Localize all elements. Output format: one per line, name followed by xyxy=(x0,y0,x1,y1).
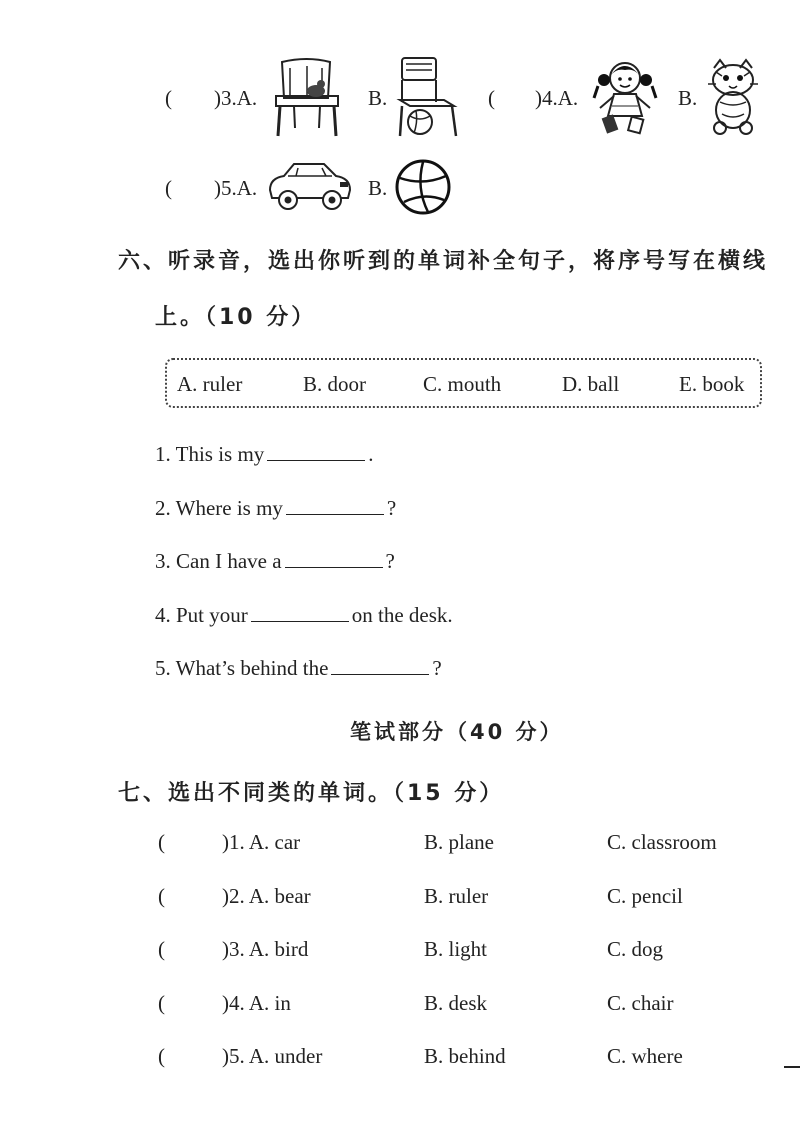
word-option-d: D. ball xyxy=(562,372,620,396)
answer-paren[interactable]: ( xyxy=(158,1044,165,1068)
section6-title-line2: 上。（10 分） xyxy=(155,305,317,330)
option-b: B. behind xyxy=(424,1044,506,1068)
option-b: B. plane xyxy=(424,830,494,854)
word-option-e: E. book xyxy=(679,372,745,396)
sentence-2-text: 2. Where is my xyxy=(155,496,283,520)
sentence-4-end: on the desk. xyxy=(351,603,453,627)
section6-title-line1: 六、听录音，选出你听到的单词补全句子，将序号写在横线 xyxy=(118,249,769,274)
sentence-4 xyxy=(155,603,453,628)
sentence-4-text: 4. Put your xyxy=(155,603,248,627)
answer-blank-4[interactable] xyxy=(251,603,349,622)
sentence-2 xyxy=(155,496,396,521)
answer-blank-5[interactable] xyxy=(331,656,429,675)
option-a: )1. A. car xyxy=(222,830,301,854)
option-c: C. where xyxy=(607,1044,683,1068)
answer-blank-2[interactable] xyxy=(286,496,384,515)
word-option-b: B. door xyxy=(303,372,366,396)
doll-image xyxy=(590,58,660,136)
chair-with-ball-image xyxy=(392,56,464,138)
word-bank xyxy=(165,358,762,408)
q3-paren: ( xyxy=(165,86,172,110)
written-part-title: 笔试部分（40 分） xyxy=(350,720,564,744)
sentence-1 xyxy=(155,442,374,467)
word-option-a: A. ruler xyxy=(177,372,243,396)
option-b: B. ruler xyxy=(424,884,489,908)
sentence-3-text: 3. Can I have a xyxy=(155,549,282,573)
q4-paren: ( xyxy=(488,86,495,110)
option-c: C. classroom xyxy=(607,830,717,854)
q5-paren: ( xyxy=(165,176,172,200)
answer-paren[interactable]: ( xyxy=(158,830,165,854)
sentence-5 xyxy=(155,656,442,681)
answer-blank-1[interactable] xyxy=(267,442,365,461)
answer-paren[interactable]: ( xyxy=(158,937,165,961)
q5-option-b: B. xyxy=(368,176,388,200)
answer-paren[interactable]: ( xyxy=(158,884,165,908)
word-option-c: C. mouth xyxy=(423,372,502,396)
sentence-1-text: 1. This is my xyxy=(155,442,265,466)
q4-label: )4.A. xyxy=(535,86,579,110)
chair-with-toy-image xyxy=(268,58,346,138)
ball-image xyxy=(394,158,452,216)
q3-label: )3.A. xyxy=(214,86,258,110)
option-c: C. dog xyxy=(607,937,664,961)
sentence-5-end: ? xyxy=(432,656,442,680)
sentence-1-end: . xyxy=(368,442,374,466)
section7-title: 七、选出不同类的单词。（15 分） xyxy=(118,781,505,806)
answer-paren[interactable]: ( xyxy=(158,991,165,1015)
answer-blank-3[interactable] xyxy=(285,549,383,568)
option-a: )3. A. bird xyxy=(222,937,309,961)
sentence-5-text: 5. What’s behind the xyxy=(155,656,329,680)
page-edge-mark xyxy=(784,1066,800,1068)
option-a: )2. A. bear xyxy=(222,884,311,908)
sentence-3 xyxy=(155,549,395,574)
option-a: )5. A. under xyxy=(222,1044,323,1068)
cat-toy-image xyxy=(702,58,764,136)
q4-option-b: B. xyxy=(678,86,698,110)
option-c: C. chair xyxy=(607,991,674,1015)
car-image xyxy=(266,160,352,212)
option-c: C. pencil xyxy=(607,884,683,908)
option-a: )4. A. in xyxy=(222,991,291,1015)
option-b: B. light xyxy=(424,937,488,961)
option-b: B. desk xyxy=(424,991,487,1015)
q3-option-b: B. xyxy=(368,86,388,110)
q5-label: )5.A. xyxy=(214,176,258,200)
sentence-2-end: ? xyxy=(386,496,397,520)
sentence-3-end: ? xyxy=(385,549,395,573)
